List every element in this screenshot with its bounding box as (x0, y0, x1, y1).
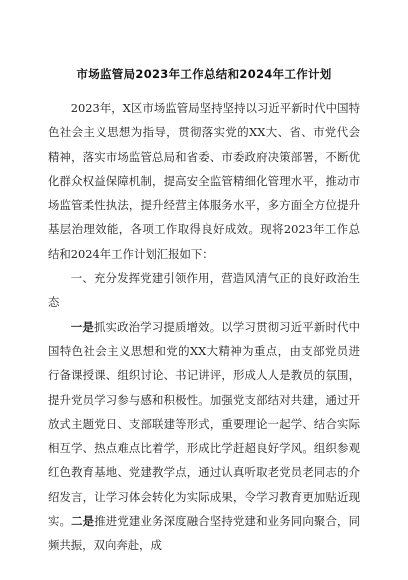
body-paragraph (48, 315, 360, 558)
section-heading: 一、充分发挥党建引领作用，营造风清气正的良好政治生态 (48, 271, 360, 310)
item-lead-label: 二是 (71, 514, 95, 529)
document-body (48, 96, 360, 558)
item-lead-label: 一是 (70, 319, 94, 334)
intro-paragraph: 2023年，X区市场监管局坚持坚持以习近平新时代中国特色社会主义思想为指导，贯彻落实党的XX大、省、市党代会精神，落实市场监管总局和省委、市委政府决策部署，不断优化群众权益保障机制，提高安全监管精细化管理水平，推动市场监管柔性执法，提升经营主体服务水平，多方面全方位提升基层治理效能，各项工作取得良好成效。现将2023年工作总结和2024年工作计划汇报如下： (48, 101, 360, 261)
document-title: 市场监管局2023年工作总结和2024年工作计划 (76, 67, 332, 81)
item-text: 抓实政治学习提质增效。以学习贯彻习近平新时代中国特色社会主义思想和党的XX大精神为重点，由支部党员进行备课授课、组织讨论、书记讲评，形成人人是教员的氛围，提升党员学习参与感和积极性。加强党支部结对共建，通过开放式主题党日、支部联建等形式，重要理论一起学、结合实际相互学、热点难点比着学，形成比学赶超良好学风。组织参观红色教育基地、党建教学点，通过认真听取老党员老同志的介绍发言，让学习体会转化为实际成果，令学习教育更加贴近现实。 (48, 319, 360, 529)
item-text: 推进党建业务深度融合坚持党建和业务同向聚合，同频共振，双向奔赴，成 (48, 514, 360, 553)
